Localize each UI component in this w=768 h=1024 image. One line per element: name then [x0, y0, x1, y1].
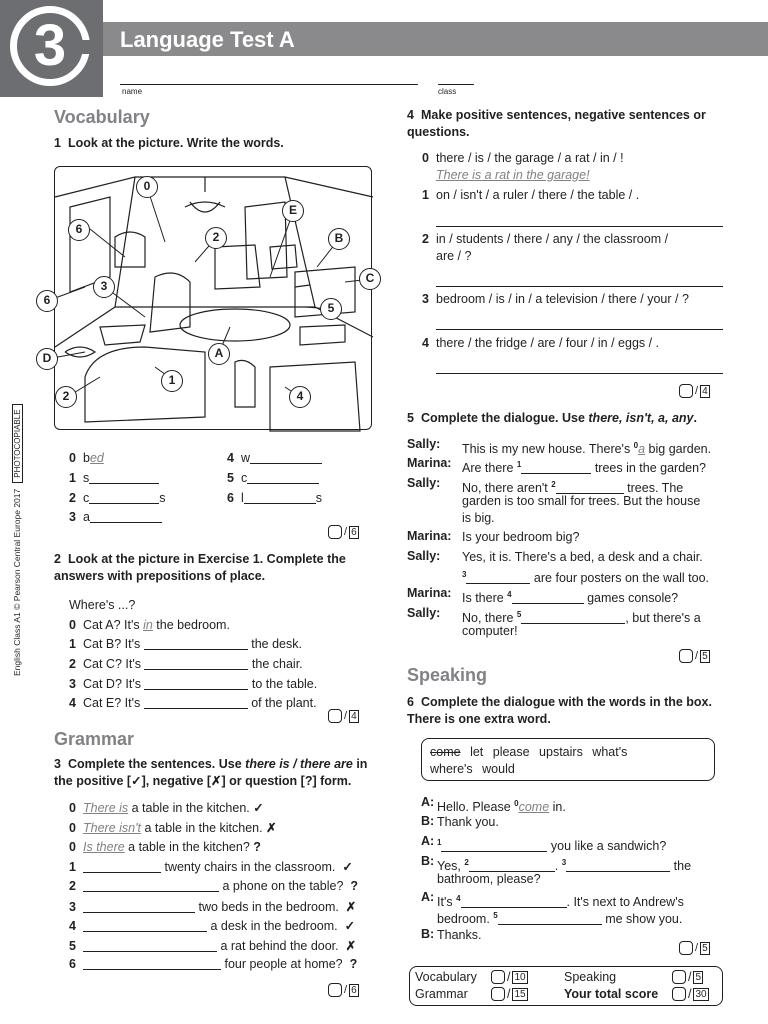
item-text: Cat A? It's [83, 618, 144, 632]
ex4-item-2-cont: are / ? [436, 249, 472, 263]
dialogue-line [462, 437, 711, 458]
word-prefix: c [83, 491, 90, 505]
dialogue-speaker: B: [421, 854, 435, 868]
gap-number: 1 [437, 838, 442, 847]
item-number: 5 [69, 939, 76, 953]
ex5-score: / 5 [679, 649, 710, 663]
example-answer: There isn't [83, 821, 141, 835]
ex4-answer-line-3[interactable] [436, 329, 723, 330]
ex2-lead: Where's ...? [69, 598, 136, 612]
picture-label-4: 4 [289, 386, 311, 408]
item-number: 0 [69, 821, 76, 835]
line-text: Are there [462, 461, 517, 475]
dialogue-line-cont: garden is too small for trees. But the house [462, 494, 701, 508]
answer-blank[interactable] [521, 462, 591, 474]
gap-number: 1 [516, 460, 522, 469]
ex2-item-1 [69, 637, 302, 651]
dialogue-speaker: Sally: [407, 606, 441, 620]
answer-blank[interactable] [441, 840, 547, 852]
line-text: in. [549, 800, 566, 814]
summary-label: Your total score [564, 987, 659, 1001]
picture-label-1: 1 [161, 370, 183, 392]
form-mark: ✗ [345, 900, 357, 914]
dialogue-speaker: Sally: [407, 476, 441, 490]
ex4-item-2 [422, 232, 668, 246]
word-prefix: l [241, 491, 244, 505]
ex4-answer-line-1[interactable] [436, 226, 723, 227]
picture-label-3: 3 [93, 276, 115, 298]
line-text: No, there aren't [462, 481, 552, 495]
ex1-item-2 [69, 491, 166, 505]
score-total: 5 [695, 971, 702, 983]
item-number: 3 [69, 677, 76, 691]
item-text: Cat C? It's [83, 657, 145, 671]
grammar-heading: Grammar [54, 729, 135, 749]
line-text: Hello. Please [437, 800, 515, 814]
ex6-number: 6 [407, 695, 414, 709]
item-text: Cat E? It's [83, 696, 144, 710]
ex2-number: 2 [54, 552, 61, 566]
word-prefix: a [83, 510, 90, 524]
ex3-instruction-emphasis: there is / there are [245, 757, 353, 771]
class-label: class [438, 87, 457, 96]
item-text: the chair. [248, 657, 303, 671]
answer-blank[interactable] [144, 638, 248, 650]
item-number: 3 [422, 292, 429, 306]
item-text: a table in the kitchen? [124, 840, 250, 854]
item-text: a table in the kitchen. [128, 801, 250, 815]
item-text: Cat D? It's [83, 677, 145, 691]
answer-blank[interactable] [83, 920, 207, 932]
ex2-item-2 [69, 657, 303, 671]
picture-label-a: A [208, 343, 230, 365]
item-number: 3 [69, 510, 76, 524]
ex1-item-6 [227, 491, 322, 505]
answer-blank[interactable] [89, 472, 159, 484]
example-answer: come [518, 800, 550, 814]
item-text: of the plant. [247, 696, 317, 710]
ex1-item-1 [69, 471, 159, 485]
answer-blank[interactable] [89, 492, 159, 504]
name-label: name [122, 87, 143, 96]
gap-number: 3 [561, 858, 567, 867]
item-text: to the table. [248, 677, 318, 691]
speaking-heading: Speaking [407, 665, 488, 685]
answer-blank[interactable] [90, 511, 162, 523]
dialogue-speaker: Sally: [407, 549, 441, 563]
unit-badge [0, 0, 103, 97]
dialogue-speaker: A: [421, 890, 435, 904]
score-total: 10 [514, 971, 526, 983]
vocabulary-heading: Vocabulary [54, 107, 150, 127]
ex5-number: 5 [407, 411, 414, 425]
ex1-score: / 6 [328, 525, 359, 539]
gap-number: 0 [633, 441, 639, 450]
item-prompt: in / students / there / any / the classroom / [436, 232, 669, 246]
score-box[interactable] [328, 983, 342, 997]
dialogue-line-cont: bathroom, please? [437, 872, 541, 886]
ex1-item-4 [227, 451, 322, 465]
dialogue-speaker: Marina: [407, 456, 452, 470]
dialogue-line-cont: is big. [462, 511, 495, 525]
item-number: 2 [422, 232, 429, 246]
item-text: a table in the kitchen. [140, 821, 263, 835]
photocopiable-badge: PHOTOCOPIABLE [12, 404, 23, 482]
item-number: 0 [69, 801, 76, 815]
gap-number: 3 [462, 570, 467, 579]
picture-label-e: E [282, 200, 304, 222]
ex1-item-0 [69, 451, 110, 465]
gap-number: 5 [516, 610, 522, 619]
line-text: , but there's a [625, 611, 701, 625]
picture-label-2: 2 [205, 227, 227, 249]
summary-speaking: Speaking / 5 [564, 970, 702, 984]
item-number: 6 [227, 491, 234, 505]
ex5-instruction-emphasis: there, isn't, a, any [588, 411, 694, 425]
test-title: Language Test A [120, 27, 295, 52]
bedroom-picture [42, 166, 375, 430]
ex3-item-5 [69, 938, 356, 953]
line-text: . [554, 859, 562, 873]
dialogue-line [462, 456, 706, 477]
word-box-row-2: where's would [430, 762, 515, 776]
item-number: 0 [69, 451, 76, 465]
answer-blank[interactable] [247, 472, 319, 484]
summary-label: Vocabulary [415, 970, 477, 984]
dialogue-speaker: Marina: [407, 529, 452, 543]
item-number: 2 [69, 657, 76, 671]
header-bar [0, 22, 768, 56]
item-number: 6 [69, 957, 76, 971]
score-box[interactable] [672, 987, 686, 1001]
ex3-item-1 [69, 859, 353, 874]
dialogue-line [462, 586, 678, 607]
gap-number: 4 [507, 590, 512, 599]
score-total: 6 [351, 526, 357, 538]
example-answer: a [638, 442, 646, 456]
item-text: Cat B? It's [83, 637, 144, 651]
item-number: 0 [422, 151, 429, 165]
answer-blank[interactable] [83, 940, 217, 952]
score-total: 15 [514, 988, 526, 1000]
answer-blank[interactable] [521, 612, 625, 624]
answer-blank[interactable] [83, 958, 221, 970]
form-mark: ✓ [344, 919, 356, 933]
example-answer: ed [89, 451, 104, 465]
dialogue-speaker: B: [421, 814, 435, 828]
ex4-score: / 4 [679, 384, 710, 398]
word-box [421, 738, 715, 781]
ex3-item-0a [69, 800, 264, 815]
line-text: the [670, 859, 692, 873]
ex1-item-5 [227, 471, 319, 485]
word-prefix: b [83, 451, 90, 465]
dialogue-speaker: B: [421, 927, 435, 941]
dialogue-speaker: Sally: [407, 437, 441, 451]
score-box[interactable] [679, 941, 693, 955]
line-text: This is my new house. There's [462, 442, 634, 456]
item-prompt: there / the fridge / are / four / in / eggs / . [436, 336, 660, 350]
score-total: 5 [702, 650, 708, 662]
word-prefix: w [241, 451, 251, 465]
ex2-score: / 4 [328, 709, 359, 723]
example-answer: in [143, 618, 153, 632]
ex4-item-0 [422, 151, 624, 165]
ex3-item-3 [69, 899, 356, 914]
gap-number: 2 [464, 858, 469, 867]
answer-blank[interactable] [466, 572, 530, 584]
item-prompt: on / isn't / a ruler / there / the table / . [436, 188, 640, 202]
line-text: . It's next to Andrew's [566, 895, 684, 909]
item-number: 4 [227, 451, 234, 465]
score-box[interactable] [328, 709, 342, 723]
copyright-text: English Class A1 © Pearson Central Europe 2017 [12, 488, 22, 676]
item-text: the bedroom. [152, 618, 230, 632]
summary-vocabulary: Vocabulary / 10 [415, 970, 526, 984]
ex1-item-3 [69, 510, 162, 524]
summary-grammar: Grammar / 15 [415, 987, 526, 1001]
gap-number: 2 [551, 480, 556, 489]
item-text: twenty chairs in the classroom. [161, 860, 336, 874]
item-prompt: bedroom / is / in / a television / there / your / ? [436, 292, 689, 306]
ex2-item-0 [69, 618, 230, 632]
ex1-number: 1 [54, 136, 61, 150]
line-text: me show you. [601, 912, 683, 926]
answer-blank[interactable] [144, 678, 248, 690]
ex2-instruction [54, 551, 374, 585]
score-total: 30 [695, 988, 707, 1000]
line-text: bedroom. [437, 912, 494, 926]
answer-blank[interactable] [250, 452, 322, 464]
item-text: the desk. [247, 637, 302, 651]
copyright-vertical [12, 404, 22, 676]
picture-label-0: 0 [136, 176, 158, 198]
item-text: a rat behind the door. [217, 939, 339, 953]
ex3-instruction-text: Complete the sentences. Use [68, 757, 246, 771]
item-text: two beds in the bedroom. [195, 900, 339, 914]
ex6-instruction [407, 694, 727, 728]
dialogue-line: Thank you. [437, 815, 499, 829]
ex3-item-4 [69, 918, 355, 933]
ex1-instruction-text: Look at the picture. Write the words. [68, 136, 284, 150]
gap-number: 5 [493, 911, 498, 920]
score-total: 5 [702, 942, 708, 954]
ex3-instruction [54, 756, 376, 790]
ex3-item-0b [69, 820, 277, 835]
ex3-item-0c [69, 840, 261, 854]
form-mark: ? [253, 840, 261, 854]
line-text: games console? [583, 591, 679, 605]
line-text: It's [437, 895, 457, 909]
item-number: 0 [69, 618, 76, 632]
class-field[interactable] [438, 84, 474, 85]
item-number: 5 [227, 471, 234, 485]
item-number: 1 [69, 860, 76, 874]
item-text: a phone on the table? [219, 879, 344, 893]
item-number: 2 [69, 491, 76, 505]
dialogue-speaker: Marina: [407, 586, 452, 600]
dialogue-line-cont [462, 566, 709, 587]
dialogue-line: Is your bedroom big? [462, 530, 580, 544]
item-text: a desk in the bedroom. [207, 919, 338, 933]
ex3-item-6 [69, 957, 357, 971]
line-text: big garden. [645, 442, 712, 456]
ex2-item-3 [69, 677, 317, 691]
word-prefix: c [241, 471, 248, 485]
ex4-item-3 [422, 292, 689, 306]
ex6-score: / 5 [679, 941, 710, 955]
dialogue-line: Yes, it is. There's a bed, a desk and a chair. [462, 550, 703, 564]
ex6-instruction-text: Complete the dialogue with the words in the box. There is one extra word. [407, 695, 712, 726]
score-box[interactable] [679, 384, 693, 398]
answer-blank[interactable] [244, 492, 316, 504]
ex4-item-0-answer [436, 168, 590, 182]
answer-blank[interactable] [566, 860, 670, 872]
item-prompt: there / is / the garage / a rat / in / ! [436, 151, 624, 165]
answer-blank[interactable] [144, 697, 248, 709]
word-box-row-1 [430, 744, 706, 761]
ex4-instruction [407, 107, 727, 141]
item-number: 2 [69, 879, 76, 893]
example-answer: Is there [83, 840, 125, 854]
score-box[interactable] [491, 970, 505, 984]
ex3-number: 3 [54, 757, 61, 771]
ex5-instruction-end: . [693, 411, 697, 425]
picture-label-6b: 6 [36, 290, 58, 312]
line-text: Is there [462, 591, 508, 605]
dialogue-speaker: A: [421, 834, 435, 848]
score-total: 4 [351, 710, 357, 722]
line-text: Yes, [437, 859, 465, 873]
form-mark: ? [349, 957, 358, 971]
score-box[interactable] [679, 649, 693, 663]
dialogue-line-cont: computer! [462, 624, 518, 638]
ex5-instruction [407, 410, 727, 427]
line-text: No, there [462, 611, 517, 625]
ex4-instruction-text: Make positive sentences, negative sentences or questions. [407, 108, 706, 139]
form-mark: ✗ [266, 821, 277, 835]
line-text: you like a sandwich? [547, 839, 667, 853]
answer-blank[interactable] [512, 592, 584, 604]
ex3-instruction-text-end: in the positive [✓], negative [✗] or question [?] form. [54, 757, 368, 788]
answer-blank[interactable] [83, 861, 161, 873]
answer-blank[interactable] [83, 901, 195, 913]
form-mark: ✓ [342, 860, 353, 874]
item-number: 0 [69, 840, 76, 854]
item-number: 1 [422, 188, 429, 202]
form-mark: ? [350, 879, 359, 893]
gap-number: 4 [456, 894, 461, 903]
box-words: let please upstairs what's [470, 745, 628, 759]
ex4-item-1 [422, 188, 639, 202]
picture-label-d: D [36, 348, 58, 370]
score-box[interactable] [672, 970, 686, 984]
name-field[interactable] [120, 84, 418, 85]
dialogue-speaker: A: [421, 795, 435, 809]
summary-label: Grammar [415, 987, 468, 1001]
line-text: are four posters on the wall too. [530, 571, 710, 585]
line-text: trees. The [623, 481, 684, 495]
ex4-answer-line-4[interactable] [436, 373, 723, 374]
summary-total: Your total score / 30 [564, 987, 707, 1001]
picture-label-b: B [328, 228, 350, 250]
answer-blank[interactable] [144, 658, 248, 670]
item-number: 4 [69, 919, 76, 933]
item-text: four people at home? [221, 957, 343, 971]
picture-label-5: 5 [320, 298, 342, 320]
ex4-answer-line-2[interactable] [436, 286, 723, 287]
dialogue-line: Thanks. [437, 928, 482, 942]
score-total: 6 [351, 984, 357, 996]
ex2-instruction-text: Look at the picture in Exercise 1. Complete the answers with prepositions of place. [54, 552, 346, 583]
answer-blank[interactable] [498, 913, 602, 925]
score-total: 4 [702, 385, 708, 397]
ex4-item-4 [422, 336, 659, 350]
ex5-instruction-text: Complete the dialogue. Use [421, 411, 589, 425]
ex3-item-2 [69, 879, 358, 893]
picture-label-2b: 2 [55, 386, 77, 408]
ex3-score: / 6 [328, 983, 359, 997]
ex4-number: 4 [407, 108, 414, 122]
item-number: 1 [69, 637, 76, 651]
word-prefix: s [83, 471, 90, 485]
form-mark: ✗ [345, 939, 357, 953]
item-number: 3 [69, 900, 76, 914]
picture-label-6: 6 [68, 219, 90, 241]
summary-label: Speaking [564, 970, 617, 984]
form-mark: ✓ [253, 801, 264, 815]
line-text: trees in the garden? [591, 461, 707, 475]
example-answer: There is [83, 801, 129, 815]
dialogue-line [437, 795, 566, 816]
picture-label-c: C [359, 268, 381, 290]
ex1-instruction [54, 135, 374, 152]
score-box[interactable] [328, 525, 342, 539]
dialogue-line-cont [437, 907, 682, 928]
example-answer: There is a rat in the garage! [436, 168, 590, 182]
dialogue-line [437, 834, 666, 855]
unit-number: 3 [33, 13, 67, 78]
score-box[interactable] [491, 987, 505, 1001]
item-number: 1 [69, 471, 76, 485]
item-number: 4 [422, 336, 429, 350]
struck-word: come [430, 745, 461, 759]
answer-blank[interactable] [83, 880, 219, 892]
word-suffix: s [315, 491, 323, 505]
item-number: 4 [69, 696, 76, 710]
ex2-item-4 [69, 696, 317, 710]
word-suffix: s [159, 491, 166, 505]
gap-number: 0 [514, 799, 519, 808]
